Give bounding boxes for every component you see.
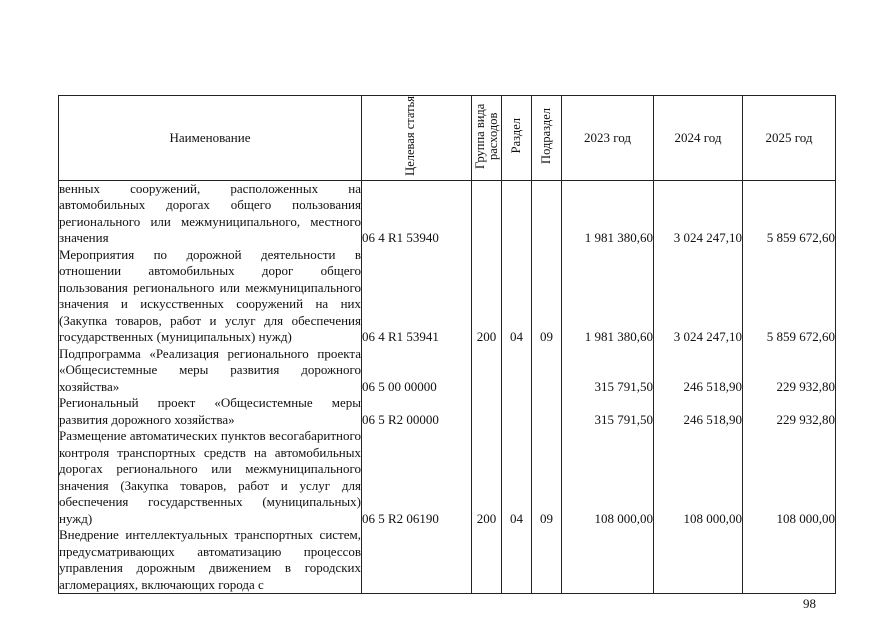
- row-2024: 3 024 247,10: [654, 180, 743, 247]
- row-section: [502, 346, 532, 396]
- page-number: 98: [803, 596, 816, 611]
- budget-table: [58, 95, 836, 594]
- row-name: Внедрение интеллектуальных транспортных систем, предусматривающих автоматизацию процессов управления дорожным движением в городских агломерациях, включающих города с: [59, 527, 361, 592]
- row-section: [502, 527, 532, 594]
- row-target-article: 06 5 R2 06190: [362, 428, 472, 527]
- header-2025: 2025 год: [743, 96, 836, 181]
- row-2023: [562, 527, 654, 594]
- table-header-row: [59, 96, 836, 181]
- header-expense-group: Группа вида расходов: [472, 96, 502, 181]
- row-section: [502, 395, 532, 428]
- table-row: [59, 247, 836, 346]
- row-name: Мероприятия по дорожной деятельности в отношении автомобильных дорог общего пользования регионального или межмуниципального значения и искусственных сооружений на них (Закупка товаров, работ и услуг для обеспечения государственных (муниципальных) нужд): [59, 246, 361, 345]
- row-expense-group: 200: [472, 428, 502, 527]
- row-target-article: [362, 527, 472, 594]
- row-name: Размещение автоматических пунктов весогабаритного контроля транспортных средств на автомобильных дорогах регионального или межмуниципального значения (Закупка товаров, работ и услуг для обеспечения государственных (муниципальных) нужд): [59, 428, 361, 526]
- row-2023: 315 791,50: [562, 395, 654, 428]
- row-2025: [743, 527, 836, 594]
- row-2024: 246 518,90: [654, 346, 743, 396]
- row-2024: 3 024 247,10: [654, 247, 743, 346]
- row-subsection: 09: [532, 247, 562, 346]
- row-2025: 5 859 672,60: [743, 247, 836, 346]
- row-subsection: [532, 346, 562, 396]
- header-target-article: Целевая статья: [362, 96, 472, 181]
- row-expense-group: [472, 527, 502, 594]
- row-section: 04: [502, 428, 532, 527]
- header-name: Наименование: [59, 96, 362, 181]
- row-expense-group: 200: [472, 247, 502, 346]
- table-row: [59, 180, 836, 247]
- row-subsection: [532, 527, 562, 594]
- row-subsection: 09: [532, 428, 562, 527]
- row-name: Подпрограмма «Реализация регионального проекта «Общесистемные меры развития дорожного хозяйства»: [59, 345, 361, 394]
- row-2023: 108 000,00: [562, 428, 654, 527]
- row-2025: 229 932,80: [743, 395, 836, 428]
- table-row: [59, 527, 836, 594]
- row-subsection: [532, 180, 562, 247]
- row-2023: 315 791,50: [562, 346, 654, 396]
- row-target-article: 06 5 00 00000: [362, 346, 472, 396]
- row-target-article: 06 5 R2 00000: [362, 395, 472, 428]
- table-row: [59, 428, 836, 527]
- table-row: [59, 346, 836, 396]
- row-2025: 229 932,80: [743, 346, 836, 396]
- header-2024: 2024 год: [654, 96, 743, 181]
- row-expense-group: [472, 180, 502, 247]
- row-section: [502, 180, 532, 247]
- row-2024: 108 000,00: [654, 428, 743, 527]
- row-subsection: [532, 395, 562, 428]
- row-name: венных сооружений, расположенных на автомобильных дорогах общего пользования регионального или межмуниципального, местного значения: [59, 180, 361, 246]
- table-row: [59, 395, 836, 428]
- header-section: Раздел: [502, 96, 532, 181]
- row-expense-group: [472, 346, 502, 396]
- row-2024: [654, 527, 743, 594]
- row-name: Региональный проект «Общесистемные меры развития дорожного хозяйства»: [59, 395, 361, 427]
- row-target-article: 06 4 R1 53940: [362, 180, 472, 247]
- row-2024: 246 518,90: [654, 395, 743, 428]
- row-expense-group: [472, 395, 502, 428]
- row-2025: 5 859 672,60: [743, 180, 836, 247]
- header-subsection: Подраздел: [532, 96, 562, 181]
- row-2023: 1 981 380,60: [562, 247, 654, 346]
- row-2025: 108 000,00: [743, 428, 836, 527]
- row-section: 04: [502, 247, 532, 346]
- row-2023: 1 981 380,60: [562, 180, 654, 247]
- header-2023: 2023 год: [562, 96, 654, 181]
- row-target-article: 06 4 R1 53941: [362, 247, 472, 346]
